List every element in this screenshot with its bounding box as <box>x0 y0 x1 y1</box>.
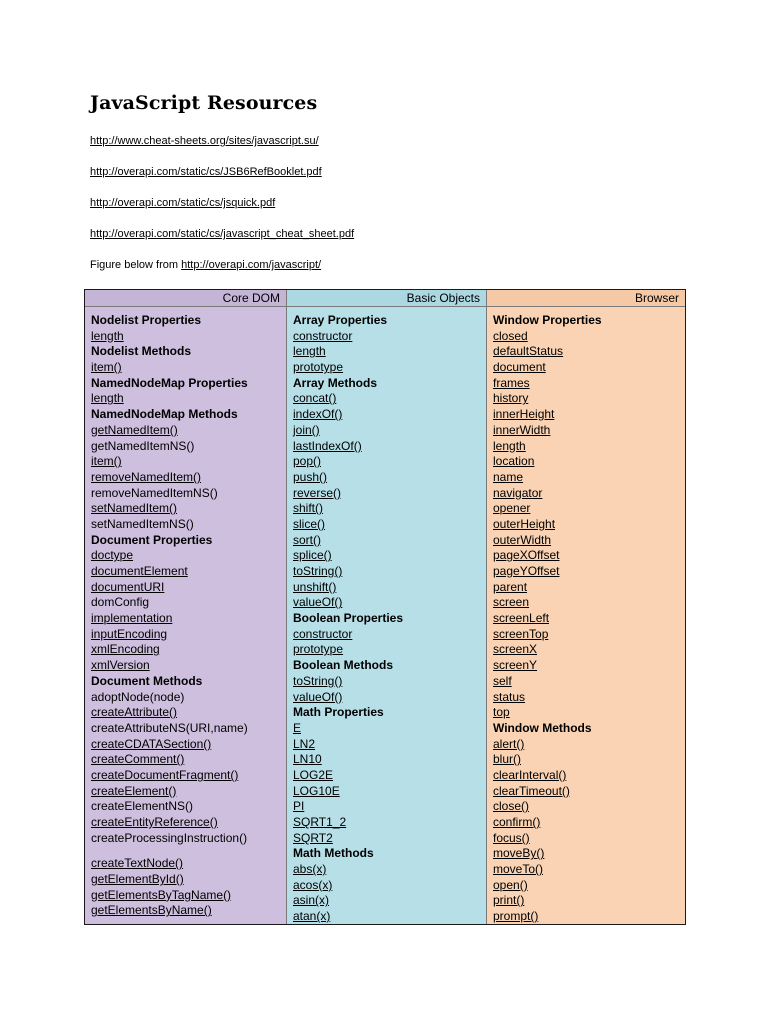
reference-link[interactable]: toString() <box>293 673 343 688</box>
reference-link[interactable]: documentElement <box>91 564 188 578</box>
reference-link[interactable]: splice() <box>293 548 332 563</box>
reference-link[interactable]: screen <box>493 595 530 610</box>
reference-item: domConfig <box>91 595 150 610</box>
section-heading: Document Methods <box>91 673 203 688</box>
reference-link[interactable]: clearTimeout() <box>493 783 570 798</box>
reference-link[interactable]: removeNamedItem() <box>91 469 202 484</box>
section-heading: Window Properties <box>493 313 602 327</box>
reference-link[interactable]: print() <box>493 893 525 908</box>
section-heading: Nodelist Methods <box>91 344 192 359</box>
reference-link[interactable]: screenX <box>493 642 538 657</box>
core-dom-header: Core DOM <box>85 290 286 307</box>
reference-link[interactable]: focus() <box>493 830 530 845</box>
reference-link[interactable]: frames <box>493 375 530 390</box>
reference-link[interactable]: item() <box>91 454 122 469</box>
reference-link[interactable]: outerHeight <box>493 516 556 531</box>
reference-link[interactable]: closed <box>493 328 528 343</box>
basic-objects-column <box>286 290 486 924</box>
reference-link[interactable]: prompt() <box>493 909 539 924</box>
reference-link[interactable]: pageYOffset <box>493 564 560 578</box>
section-heading: Nodelist Properties <box>91 313 202 327</box>
reference-link[interactable]: length <box>293 344 326 359</box>
reference-link[interactable]: self <box>493 673 512 688</box>
reference-link[interactable]: screenLeft <box>493 611 550 626</box>
browser-list <box>487 307 685 924</box>
reference-link[interactable]: getElementsByName() <box>91 903 212 918</box>
reference-link[interactable]: outerWidth <box>493 532 552 547</box>
reference-link[interactable]: documentURI <box>91 579 165 594</box>
reference-link[interactable]: atan(x) <box>293 909 331 924</box>
reference-link[interactable]: LOG2E <box>293 767 334 782</box>
reference-link[interactable]: createCDATASection() <box>91 736 212 751</box>
reference-link[interactable]: E <box>293 720 302 735</box>
reference-link[interactable]: name <box>493 469 524 484</box>
reference-link[interactable]: acos(x) <box>293 877 333 892</box>
reference-item: setNamedItemNS() <box>91 516 194 531</box>
reference-link[interactable]: blur() <box>493 752 522 767</box>
reference-link[interactable]: doctype <box>91 548 134 563</box>
reference-link[interactable]: valueOf() <box>293 689 343 704</box>
reference-item: removeNamedItemNS() <box>91 485 218 500</box>
reference-item: createProcessingInstruction() <box>91 830 248 845</box>
reference-link[interactable]: createAttribute() <box>91 705 178 720</box>
section-heading: Boolean Methods <box>293 658 394 673</box>
resource-link-cheat-sheets[interactable]: http://www.cheat-sheets.org/sites/javascript.su/ <box>90 135 319 147</box>
browser-header: Browser <box>487 290 685 307</box>
section-heading: Array Methods <box>293 375 378 390</box>
reference-link[interactable]: getElementById() <box>91 872 184 887</box>
reference-link[interactable]: PI <box>293 799 305 814</box>
section-heading: Math Methods <box>293 846 374 861</box>
reference-link[interactable]: prototype <box>293 642 344 657</box>
reference-link[interactable]: location <box>493 454 535 469</box>
reference-link[interactable]: createComment() <box>91 752 185 767</box>
reference-link[interactable]: asin(x) <box>293 893 330 908</box>
reference-link[interactable]: getNamedItem() <box>91 422 178 437</box>
reference-link[interactable]: alert() <box>493 736 525 751</box>
reference-link[interactable]: createTextNode() <box>91 856 184 871</box>
reference-item: createElementNS() <box>91 799 194 814</box>
core-dom-column <box>85 290 286 924</box>
reference-link[interactable]: innerWidth <box>493 422 551 437</box>
reference-link[interactable]: length <box>91 391 124 406</box>
reference-link[interactable]: shift() <box>293 501 323 516</box>
reference-link[interactable]: lastIndexOf() <box>293 438 362 453</box>
reference-link[interactable]: prototype <box>293 360 344 375</box>
reference-link[interactable]: abs(x) <box>293 862 327 877</box>
reference-link[interactable]: item() <box>91 360 122 375</box>
reference-link[interactable]: inputEncoding <box>91 626 168 641</box>
reference-link[interactable]: moveTo() <box>493 862 544 877</box>
reference-link[interactable]: screenY <box>493 658 538 673</box>
reference-link[interactable]: sort() <box>293 532 321 547</box>
reference-link[interactable]: createDocumentFragment() <box>91 767 239 782</box>
reference-link[interactable]: SQRT1_2 <box>293 815 347 829</box>
reference-link[interactable]: createElement() <box>91 783 177 798</box>
section-heading: Window Methods <box>493 720 592 735</box>
reference-link[interactable]: constructor <box>293 328 353 343</box>
figure-note-prefix: Figure below from <box>90 259 182 271</box>
reference-link[interactable]: LN2 <box>293 736 316 751</box>
page-title: JavaScript Resources <box>90 92 318 114</box>
reference-link[interactable]: xmlEncoding <box>91 642 160 657</box>
reference-link[interactable]: implementation <box>91 611 173 626</box>
reference-link[interactable]: confirm() <box>493 815 541 829</box>
reference-item: createAttributeNS(URI,name) <box>91 720 248 735</box>
reference-link[interactable]: length <box>493 438 526 453</box>
reference-link[interactable]: slice() <box>293 516 325 531</box>
section-heading: NamedNodeMap Properties <box>91 375 248 390</box>
reference-link[interactable]: clearInterval() <box>493 767 567 782</box>
reference-link[interactable]: parent <box>493 579 528 594</box>
section-heading: Math Properties <box>293 705 384 720</box>
core-dom-list <box>85 307 286 919</box>
reference-link[interactable]: valueOf() <box>293 595 343 610</box>
figure-note <box>90 259 321 271</box>
reference-link[interactable]: pop() <box>293 454 322 469</box>
reference-link[interactable]: LN10 <box>293 752 322 767</box>
browser-column <box>486 290 685 924</box>
list-spacer <box>91 846 286 856</box>
reference-link[interactable]: xmlVersion <box>91 658 150 673</box>
reference-item: getNamedItemNS() <box>91 438 195 453</box>
reference-link[interactable]: document <box>493 360 546 375</box>
reference-link[interactable]: top <box>493 705 510 720</box>
reference-link[interactable]: close() <box>493 799 530 814</box>
reference-link[interactable]: unshift() <box>293 579 337 594</box>
reference-link[interactable]: concat() <box>293 391 337 406</box>
reference-link[interactable]: innerHeight <box>493 407 555 422</box>
figure-source-link[interactable]: http://overapi.com/javascript/ <box>181 259 322 271</box>
basic-objects-list <box>287 307 486 924</box>
reference-table <box>84 289 686 925</box>
reference-link[interactable]: moveBy() <box>493 846 545 861</box>
resource-link-cheat-sheet-pdf[interactable]: http://overapi.com/static/cs/javascript_cheat_sheet.pdf <box>90 228 355 240</box>
basic-objects-header: Basic Objects <box>287 290 486 307</box>
reference-link[interactable]: LOG10E <box>293 783 340 798</box>
reference-link[interactable]: SQRT2 <box>293 830 333 845</box>
reference-link[interactable]: defaultStatus <box>493 344 564 359</box>
reference-link[interactable]: getElementsByTagName() <box>91 887 232 902</box>
section-heading: NamedNodeMap Methods <box>91 407 238 422</box>
reference-link[interactable]: reverse() <box>293 485 342 500</box>
reference-link[interactable]: createEntityReference() <box>91 815 218 829</box>
section-heading: Boolean Properties <box>293 611 404 626</box>
reference-link[interactable]: opener <box>493 501 531 516</box>
reference-link[interactable]: pageXOffset <box>493 548 560 563</box>
resource-link-jsquick[interactable]: http://overapi.com/static/cs/jsquick.pdf <box>90 197 276 209</box>
reference-link[interactable]: open() <box>493 877 528 892</box>
reference-link[interactable]: join() <box>293 422 320 437</box>
reference-link[interactable]: setNamedItem() <box>91 501 178 516</box>
section-heading: Array Properties <box>293 313 388 327</box>
reference-link[interactable]: indexOf() <box>293 407 343 422</box>
resource-link-jsb6-booklet[interactable]: http://overapi.com/static/cs/JSB6RefBooklet.pdf <box>90 166 322 178</box>
reference-link[interactable]: constructor <box>293 626 353 641</box>
reference-item: adoptNode(node) <box>91 689 185 704</box>
reference-link[interactable]: push() <box>293 469 328 484</box>
reference-link[interactable]: history <box>493 391 529 406</box>
reference-link[interactable]: screenTop <box>493 626 549 641</box>
reference-link[interactable]: length <box>91 328 124 343</box>
section-heading: Document Properties <box>91 532 213 547</box>
reference-link[interactable]: status <box>493 689 526 704</box>
reference-link[interactable]: navigator <box>493 485 543 500</box>
reference-link[interactable]: toString() <box>293 564 343 578</box>
